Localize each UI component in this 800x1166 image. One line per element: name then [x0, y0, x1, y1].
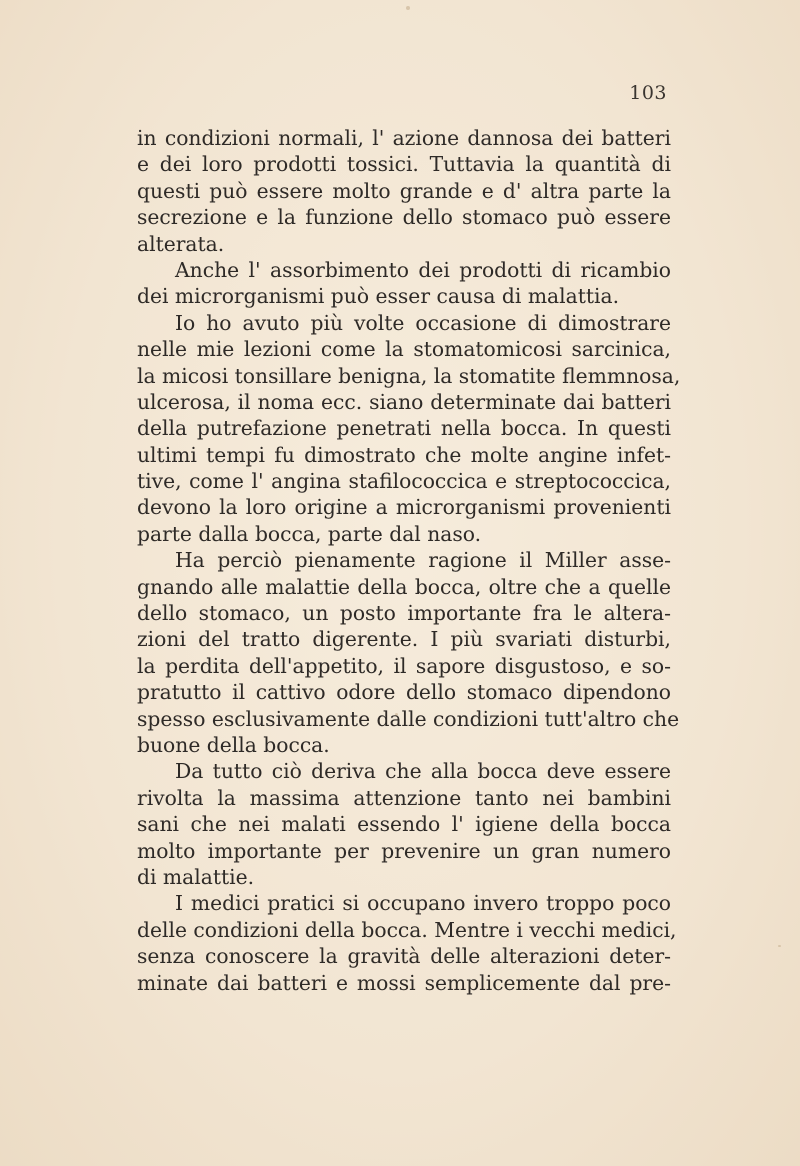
text-line: rivolta la massima attenzione tanto nei bambini [137, 785, 671, 810]
text-line: dei microrganismi può esser causa di malattia. [137, 284, 620, 309]
text-line: devono la loro origine a microrganismi provenienti [137, 495, 671, 520]
text-line: parte dalla bocca, parte dal naso. [137, 521, 482, 546]
text-line: alterata. [137, 231, 225, 256]
text-line: spesso esclusivamente dalle condizioni tutt'altro che [137, 706, 680, 731]
text-line: I medici pratici si occupano invero troppo poco [175, 891, 671, 916]
text-line: della putrefazione penetrati nella bocca. In questi [137, 416, 671, 441]
text-line: gnando alle malattie della bocca, oltre che a quelle [137, 574, 671, 599]
text-line: la perdita dell'appetito, il sapore disgustoso, e so- [137, 653, 671, 678]
text-line: molto importante per prevenire un gran numero [137, 838, 671, 863]
text-line: di malattie. [137, 864, 255, 889]
text-line: Anche l' assorbimento dei prodotti di ricambio [175, 257, 671, 282]
text-line: e dei loro prodotti tossici. Tuttavia la quantità di [137, 152, 671, 177]
text-line: buone della bocca. [137, 732, 330, 757]
text-line: ultimi tempi fu dimostrato che molte angine infet- [137, 442, 671, 467]
text-line: Da tutto ciò deriva che alla bocca deve essere [175, 759, 671, 784]
text-line: minate dai batteri e mossi semplicemente dal pre- [137, 970, 671, 995]
text-line: secrezione e la funzione dello stomaco può essere [137, 205, 671, 230]
text-line: in condizioni normali, l' azione dannosa dei batteri [137, 126, 671, 150]
paper-speck [406, 6, 410, 10]
text-line: sani che nei malati essendo l' igiene della bocca [137, 812, 671, 837]
text-line: tive, come l' angina stafilococcica e streptococcica, [137, 469, 671, 494]
text-line: ulcerosa, il noma ecc. siano determinate dai batteri [137, 389, 671, 414]
text-line: la micosi tonsillare benigna, la stomatite flemmnosa, [137, 363, 681, 388]
body-text [137, 125, 681, 996]
text-line: senza conoscere la gravità delle alterazioni deter- [137, 944, 671, 969]
page-number: 103 [629, 82, 667, 104]
text-line: zioni del tratto digerente. I più svariati disturbi, [137, 627, 671, 652]
text-line: dello stomaco, un posto importante fra le altera- [137, 601, 671, 626]
text-line: Io ho avuto più volte occasione di dimostrare [175, 310, 671, 335]
text-line: questi può essere molto grande e d' altra parte la [137, 178, 671, 203]
text-line: Ha perciò pienamente ragione il Miller asse- [175, 548, 671, 573]
text-line: delle condizioni della bocca. Mentre i vecchi medici, [137, 917, 677, 942]
text-line: pratutto il cattivo odore dello stomaco dipendono [137, 680, 671, 705]
text-line: nelle mie lezioni come la stomatomicosi sarcinica, [137, 337, 671, 362]
paper-speck [778, 945, 781, 947]
